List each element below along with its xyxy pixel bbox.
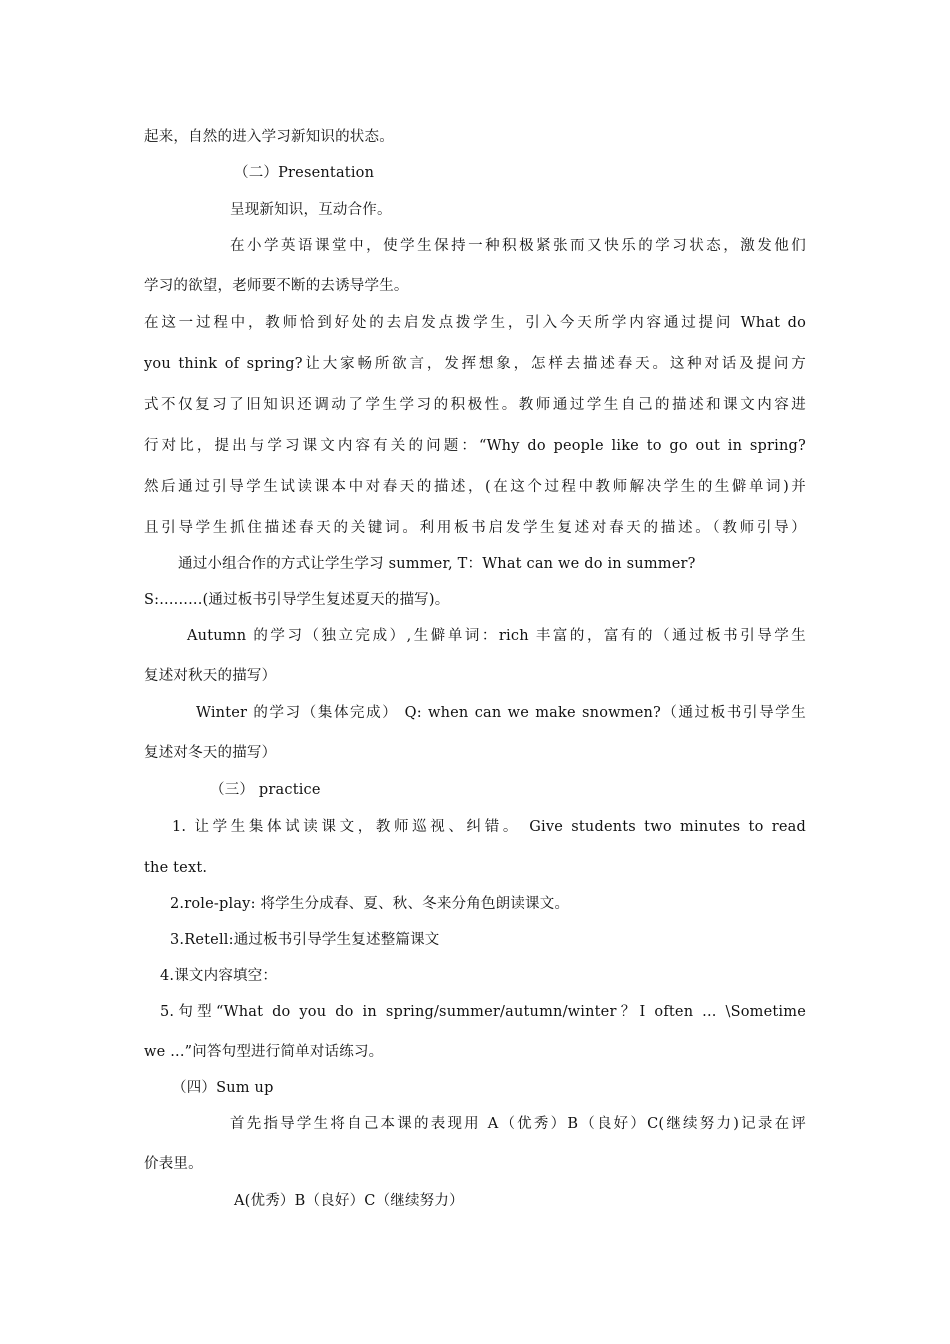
list-item: 1. 让学生集体试读课文，教师巡视、纠错。 Give students two minutes to read [172, 819, 806, 835]
text-line: 复述对冬天的描写） [144, 745, 277, 761]
text-line: we ...”问答句型进行简单对话练习。 [144, 1044, 384, 1060]
section-heading-presentation: （二）Presentation [234, 165, 375, 181]
list-item: 2.role-play: 将学生分成春、夏、秋、冬来分角色朗读课文。 [170, 896, 570, 912]
text-line: 学习的欲望，老师要不断的去诱导学生。 [144, 278, 409, 294]
list-item: 5.句型“What do you do in spring/summer/autumn/winter？I often ... \Sometime [160, 1004, 806, 1020]
text-line: 价表里。 [144, 1156, 203, 1172]
text-line: the text. [144, 860, 208, 876]
text-line: Autumn 的学习（独立完成）,生僻单词：rich 丰富的，富有的（通过板书引导学生 [187, 628, 806, 644]
text-line: 式不仅复习了旧知识还调动了学生学习的积极性。教师通过学生自己的描述和课文内容进 [144, 397, 806, 413]
text-line: 首先指导学生将自己本课的表现用 A（优秀）B（良好）C(继续努力)记录在评 [230, 1116, 806, 1132]
text-line: you think of spring?让大家畅所欲言，发挥想象，怎样去描述春天。这种对话及提问方 [144, 356, 806, 372]
list-item: 3.Retell:通过板书引导学生复述整篇课文 [170, 932, 440, 948]
text-line: 在小学英语课堂中，使学生保持一种积极紧张而又快乐的学习状态，激发他们 [230, 238, 806, 254]
text-line: 行对比，提出与学习课文内容有关的问题：“Why do people like to go out in spring? [144, 438, 806, 454]
section-heading-sum-up: （四）Sum up [172, 1080, 274, 1096]
text-line: 在这一过程中，教师恰到好处的去启发点拨学生，引入今天所学内容通过提问 What do [144, 315, 806, 331]
text-line: 通过小组合作的方式让学生学习 summer, T：What can we do in summer? [178, 556, 696, 572]
text-line: S:.........(通过板书引导学生复述夏天的描写)。 [144, 592, 450, 608]
text-line: A(优秀）B（良好）C（继续努力） [234, 1193, 464, 1209]
text-line: 起来，自然的进入学习新知识的状态。 [144, 129, 394, 145]
text-line: Winter 的学习（集体完成） Q: when can we make snowmen?（通过板书引导学生 [196, 705, 806, 721]
text-line: 然后通过引导学生试读课本中对春天的描述，(在这个过程中教师解决学生的生僻单词)并 [144, 479, 806, 495]
text-line: 且引导学生抓住描述春天的关键词。利用板书启发学生复述对春天的描述。（教师引导） [144, 520, 806, 536]
section-heading-practice: （三） practice [210, 782, 321, 798]
text-line: 复述对秋天的描写） [144, 668, 277, 684]
list-item: 4.课文内容填空： [160, 968, 278, 984]
text-line: 呈现新知识，互动合作。 [230, 202, 392, 218]
